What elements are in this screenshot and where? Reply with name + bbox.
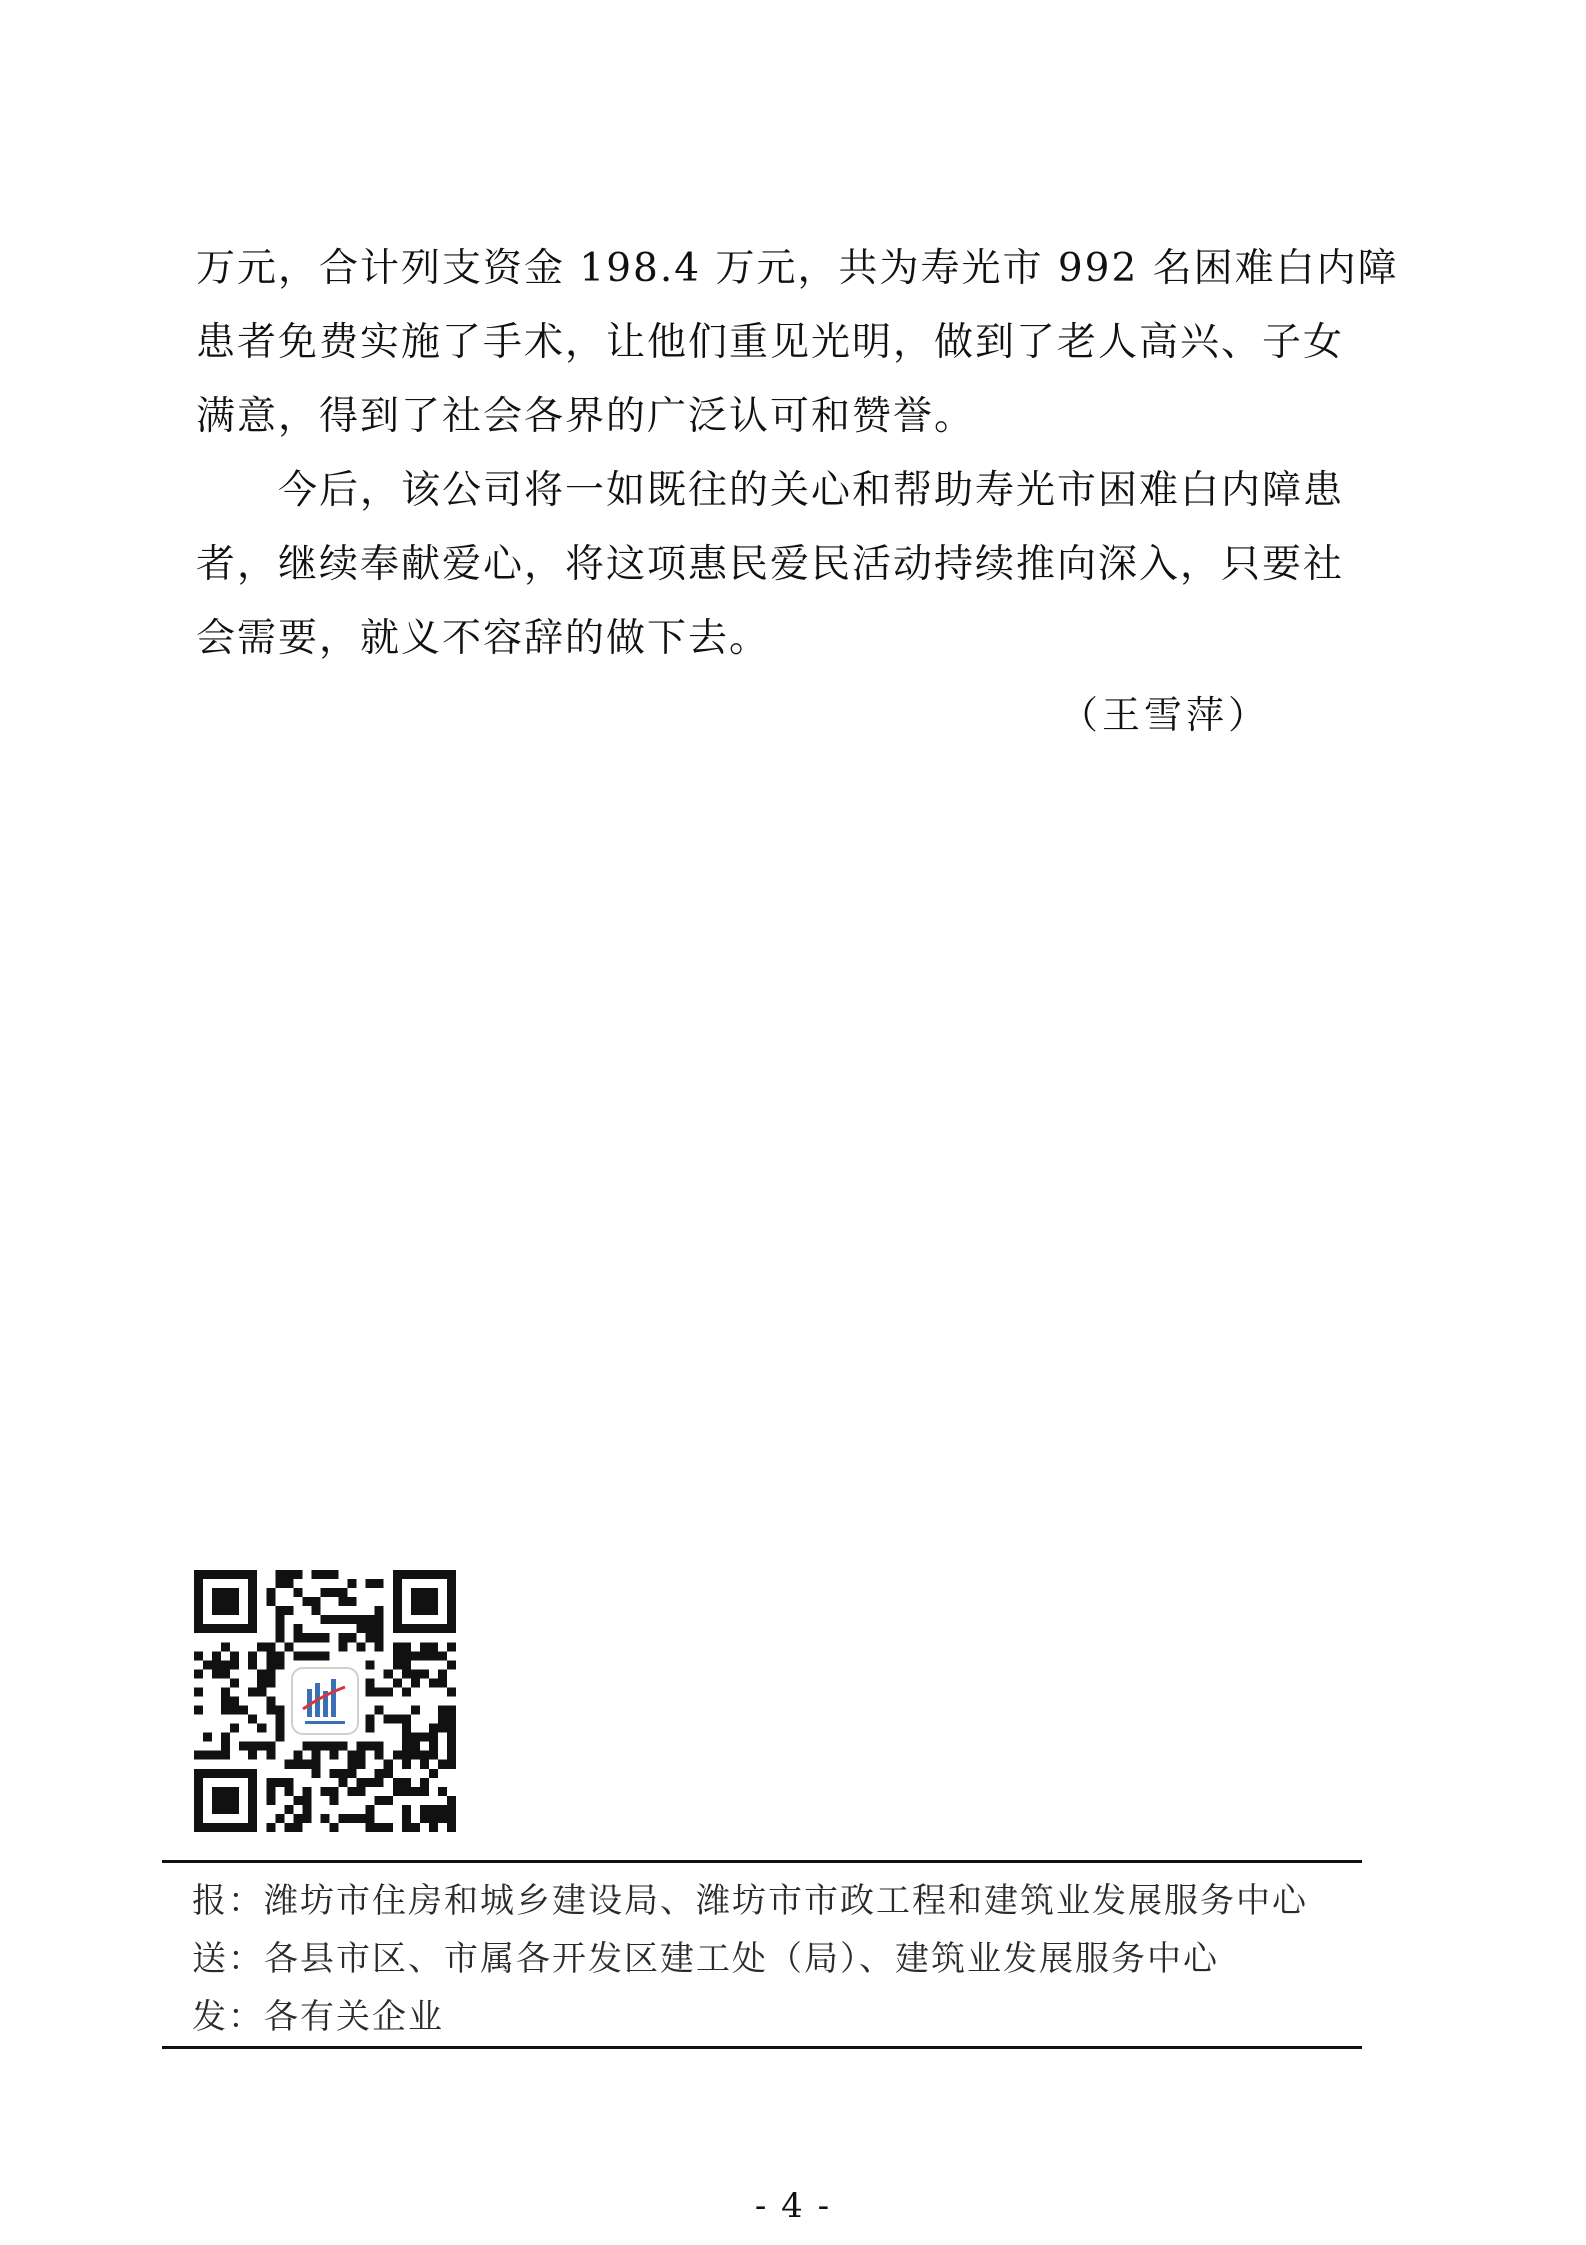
building-logo-icon [293,1669,357,1733]
organization-logo [291,1667,359,1735]
distribution-list [192,1872,1308,2046]
body-line: 今后，该公司将一如既往的关心和帮助寿光市困难白内障患 [196,468,1345,513]
distribution-top-rule [162,1860,1362,1863]
distribution-bottom-rule [162,2046,1362,2049]
send-to-line: 送：各县市区、市属各开发区建工处（局）、建筑业发展服务中心 [192,1939,1219,1979]
body-text [196,232,1399,676]
author-signature: （王雪萍） [1060,693,1271,737]
body-line: 满意，得到了社会各界的广泛认可和赞誉。 [196,394,976,439]
qr-code-icon [194,1570,456,1832]
body-line: 会需要，就义不容辞的做下去。 [196,616,771,661]
body-line: 者，继续奉献爱心，将这项惠民爱民活动持续推向深入，只要社 [196,542,1345,587]
body-line: 万元，合计列支资金 198.4 万元，共为寿光市 992 名困难白内障 [196,246,1399,291]
page-number: - 4 - [754,2186,832,2226]
issue-to-line: 发：各有关企业 [192,1997,444,2037]
body-line: 患者免费实施了手术，让他们重见光明，做到了老人高兴、子女 [196,320,1345,365]
report-to-line: 报：潍坊市住房和城乡建设局、潍坊市市政工程和建筑业发展服务中心 [192,1881,1308,1921]
